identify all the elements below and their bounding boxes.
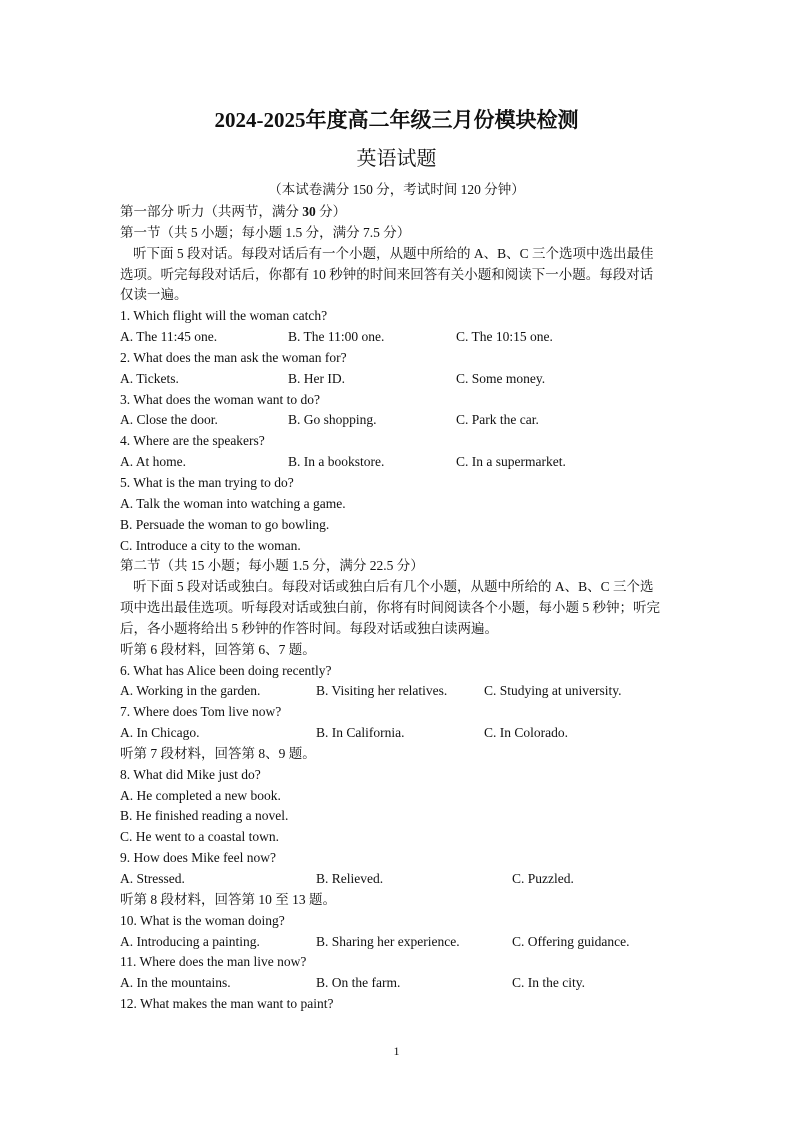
option-c: C. In a supermarket.: [456, 454, 566, 470]
options-row: [120, 410, 676, 431]
question-text: 1. Which flight will the woman catch?: [120, 308, 328, 324]
option-a: A. Close the door.: [120, 412, 218, 428]
question-text: 7. Where does Tom live now?: [120, 704, 282, 720]
option-b: B. Visiting her relatives.: [316, 683, 448, 699]
exam-content: [120, 202, 676, 1015]
material-8-label: 听第 8 段材料，回答第 10 至 13 题。: [120, 891, 336, 907]
question-2: [120, 348, 676, 390]
question-3: [120, 390, 676, 432]
options-row: [120, 932, 676, 953]
option-c: C. In Colorado.: [484, 725, 568, 741]
options-row: [120, 369, 676, 390]
option-c: C. He went to a coastal town.: [120, 829, 279, 845]
option-a: A. At home.: [120, 454, 186, 470]
instruction-line: 仅读一遍。: [120, 287, 188, 303]
option-a: A. He completed a new book.: [120, 787, 281, 803]
option-c: C. Introduce a city to the woman.: [120, 537, 301, 553]
material-7-label: 听第 7 段材料，回答第 8、9 题。: [120, 745, 316, 761]
option-a: A. Working in the garden.: [120, 683, 261, 699]
material-6-label: 听第 6 段材料，回答第 6、7 题。: [120, 641, 316, 657]
question-4: [120, 431, 676, 473]
question-11: [120, 952, 676, 994]
option-c: C. Studying at university.: [484, 683, 622, 699]
exam-title: 2024-2025年度高二年级三月份模块检测: [214, 108, 579, 132]
option-b: B. Sharing her experience.: [316, 933, 460, 949]
option-a: A. The 11:45 one.: [120, 329, 218, 345]
option-b: B. In California.: [316, 725, 405, 741]
option-a: A. Tickets.: [120, 370, 179, 386]
option-c: C. Puzzled.: [512, 871, 574, 886]
options-row: [120, 327, 676, 348]
options-row: [120, 723, 676, 744]
option-a: A. Introducing a painting.: [120, 933, 260, 949]
exam-note: （本试卷满分 150 分，考试时间 120 分钟）: [268, 182, 525, 197]
option-c: C. Some money.: [456, 370, 546, 386]
option-b: B. On the farm.: [316, 975, 401, 991]
question-5: [120, 473, 676, 556]
instruction-line: 项中选出最佳选项。听每段对话或独白前，你将有时间阅读各个小题，每小题 5 秒钟；听完: [120, 600, 660, 616]
question-text: 5. What is the man trying to do?: [120, 474, 294, 490]
option-a: A. Stressed.: [120, 871, 185, 886]
section1-heading: 第一节（共 5 小题；每小题 1.5 分，满分 7.5 分）: [120, 224, 411, 240]
part1-score: 30: [302, 204, 316, 219]
options-row: [120, 973, 676, 994]
option-b: B. He finished reading a novel.: [120, 808, 289, 824]
question-text: 8. What did Mike just do?: [120, 766, 261, 782]
page-number: 1: [393, 1044, 400, 1058]
exam-subtitle: 英语试题: [356, 148, 437, 170]
question-text: 12. What makes the man want to paint?: [120, 996, 334, 1012]
option-b: B. Relieved.: [316, 871, 384, 886]
part1-heading-end: 分）: [315, 204, 347, 219]
option-a: A. In the mountains.: [120, 975, 231, 991]
options-row: [120, 869, 676, 890]
option-b: B. Persuade the woman to go bowling.: [120, 516, 330, 532]
question-10: [120, 911, 676, 953]
option-c: C. Offering guidance.: [512, 933, 630, 949]
option-b: B. Go shopping.: [288, 412, 377, 428]
option-b: B. Her ID.: [288, 370, 345, 386]
instruction-line: 后，各小题将给出 5 秒钟的作答时间。每段对话或独白读两遍。: [120, 620, 498, 636]
option-b: B. In a bookstore.: [288, 454, 385, 470]
section2-instructions: [120, 577, 676, 640]
question-text: 2. What does the man ask the woman for?: [120, 349, 347, 365]
section2-heading: 第二节（共 15 小题；每小题 1.5 分，满分 22.5 分）: [120, 558, 424, 574]
options-row: [120, 452, 676, 473]
question-text: 9. How does Mike feel now?: [120, 850, 276, 866]
question-text: 4. Where are the speakers?: [120, 433, 265, 449]
question-text: 3. What does the woman want to do?: [120, 391, 320, 407]
option-c: C. In the city.: [512, 975, 585, 991]
section1-instructions: [120, 244, 676, 307]
instruction-line: 听下面 5 段对话或独白。每段对话或独白后有几个小题，从题中所给的 A、B、C 三个选: [133, 579, 654, 595]
options-row: [120, 681, 676, 702]
question-text: 6. What has Alice been doing recently?: [120, 662, 332, 678]
question-6: [120, 661, 676, 703]
question-text: 10. What is the woman doing?: [120, 912, 285, 928]
question-1: [120, 306, 676, 348]
part1-heading: [120, 202, 676, 223]
instruction-line: 选项。听完每段对话后，你都有 10 秒钟的时间来回答有关小题和阅读下一小题。每段对话: [120, 266, 654, 282]
option-c: C. Park the car.: [456, 412, 539, 428]
question-12: [120, 994, 676, 1015]
option-a: A. In Chicago.: [120, 725, 200, 741]
question-text: 11. Where does the man live now?: [120, 954, 307, 970]
question-7: [120, 702, 676, 744]
option-a: A. Talk the woman into watching a game.: [120, 495, 346, 511]
part1-heading-text: 第一部分 听力（共两节，满分: [120, 204, 303, 219]
option-b: B. The 11:00 one.: [288, 329, 385, 345]
question-8: [120, 765, 676, 848]
option-c: C. The 10:15 one.: [456, 329, 553, 345]
question-9: [120, 848, 676, 890]
instruction-line: 听下面 5 段对话。每段对话后有一个小题，从题中所给的 A、B、C 三个选项中选出最佳: [133, 245, 654, 261]
